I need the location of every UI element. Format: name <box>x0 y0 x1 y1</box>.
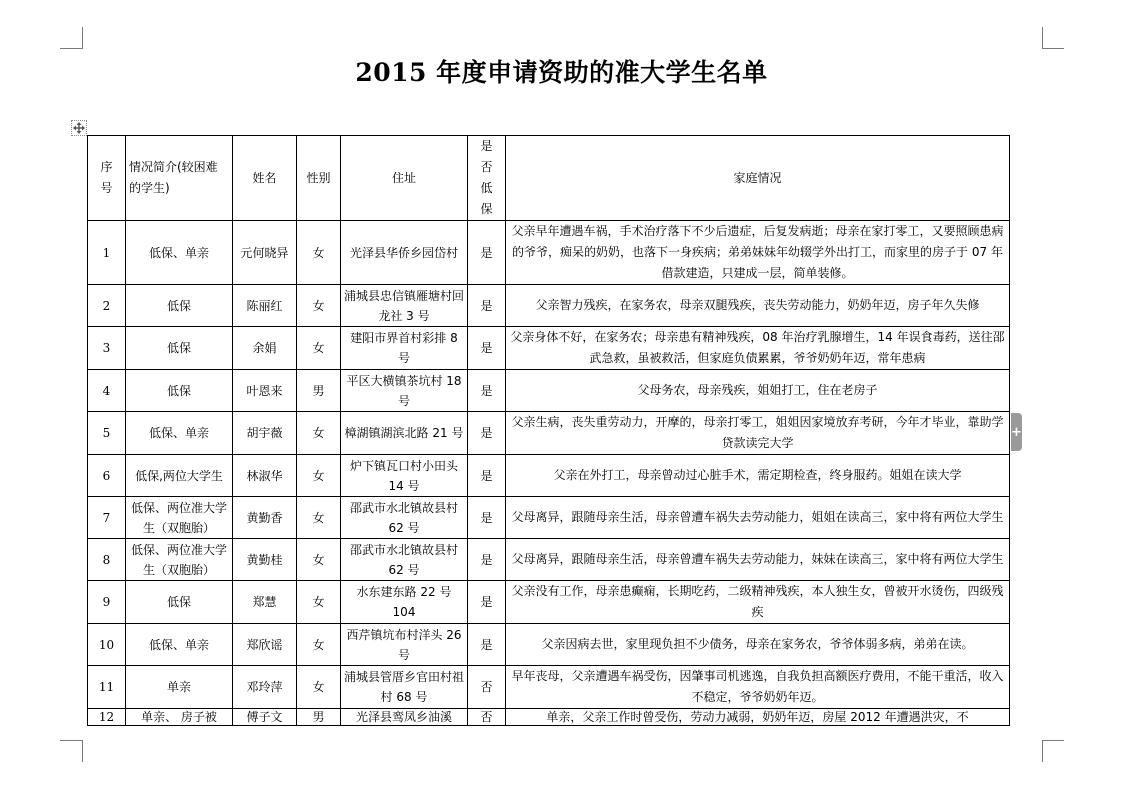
row-family: 父亲因病去世，家里现负担不少债务，母亲在家务农，爷爷体弱多病，弟弟在读。 <box>506 624 1010 666</box>
row-address: 炉下镇瓦口村小田头 14 号 <box>341 455 468 497</box>
row-index: 10 <box>88 624 126 666</box>
row-situation: 单亲 <box>126 666 233 709</box>
row-gender: 女 <box>297 666 341 709</box>
row-family: 父亲没有工作，母亲患癫痫，长期吃药，二级精神残疾，本人独生女，曾被开水烫伤，四级残疾 <box>506 581 1010 624</box>
row-low-income: 是 <box>468 624 506 666</box>
row-situation: 低保、单亲 <box>126 221 233 285</box>
row-gender: 女 <box>297 221 341 285</box>
row-situation: 低保、两位准大学生（双胞胎） <box>126 539 233 581</box>
row-family: 父亲智力残疾，在家务农，母亲双腿残疾，丧失劳动能力，奶奶年迈，房子年久失修 <box>506 285 1010 327</box>
row-low-income: 是 <box>468 221 506 285</box>
crop-mark <box>1042 740 1064 741</box>
row-address: 浦城县忠信镇雁塘村回龙社 3 号 <box>341 285 468 327</box>
header-index: 序号 <box>88 136 126 221</box>
row-gender: 女 <box>297 539 341 581</box>
row-family: 父亲身体不好，在家务农；母亲患有精神残疾，08 年治疗乳腺增生，14 年误食毒药，送往邵武急救，虽被救活，但家庭负债累累，爷爷奶奶年迈，常年患病 <box>506 327 1010 370</box>
table-header-row <box>88 136 1010 221</box>
plus-icon[interactable]: + <box>1011 413 1022 451</box>
row-situation: 低保、两位准大学生（双胞胎） <box>126 497 233 539</box>
row-situation: 低保 <box>126 327 233 370</box>
row-name: 邓玲萍 <box>233 666 297 709</box>
crop-mark <box>1042 27 1043 49</box>
row-situation: 低保、单亲 <box>126 624 233 666</box>
crop-mark <box>82 27 83 49</box>
row-situation: 低保 <box>126 285 233 327</box>
four-arrow-move-icon[interactable] <box>71 120 87 136</box>
row-family: 单亲，父亲工作时曾受伤，劳动力减弱，奶奶年迈，房屋 2012 年遭遇洪灾，不 <box>506 709 1010 726</box>
row-index: 4 <box>88 370 126 412</box>
table-row <box>88 624 1010 666</box>
row-address: 樟湖镇湖滨北路 21 号 <box>341 412 468 455</box>
row-gender: 男 <box>297 370 341 412</box>
crop-mark <box>60 740 82 741</box>
row-family: 父亲生病，丧失重劳动力，开摩的，母亲打零工，姐姐因家境放弃考研，今年才毕业，靠助学贷款读完大学 <box>506 412 1010 455</box>
header-name: 姓名 <box>233 136 297 221</box>
row-family: 早年丧母，父亲遭遇车祸受伤，因肇事司机逃逸，自我负担高额医疗费用，不能干重活，收入不稳定，爷爷奶奶年迈。 <box>506 666 1010 709</box>
row-gender: 女 <box>297 497 341 539</box>
row-address: 浦城县管厝乡官田村祖村 68 号 <box>341 666 468 709</box>
row-low-income: 是 <box>468 581 506 624</box>
row-situation: 低保 <box>126 370 233 412</box>
row-name: 傅子文 <box>233 709 297 726</box>
table-row <box>88 412 1010 455</box>
crop-mark <box>82 740 83 762</box>
row-address: 建阳市界首村彩排 8 号 <box>341 327 468 370</box>
row-index: 3 <box>88 327 126 370</box>
header-situation: 情况简介(较困难的学生) <box>126 136 233 221</box>
row-gender: 女 <box>297 455 341 497</box>
row-family: 父亲在外打工，母亲曾动过心脏手术，需定期检查，终身服药。姐姐在读大学 <box>506 455 1010 497</box>
table-row <box>88 581 1010 624</box>
table-row <box>88 497 1010 539</box>
row-situation: 低保 <box>126 581 233 624</box>
table-row <box>88 285 1010 327</box>
row-index: 8 <box>88 539 126 581</box>
table-row <box>88 327 1010 370</box>
row-index: 2 <box>88 285 126 327</box>
row-situation: 低保、单亲 <box>126 412 233 455</box>
row-address: 邵武市水北镇故县村 62 号 <box>341 497 468 539</box>
row-low-income: 是 <box>468 455 506 497</box>
row-gender: 女 <box>297 412 341 455</box>
row-name: 叶恩来 <box>233 370 297 412</box>
row-low-income: 否 <box>468 709 506 726</box>
row-name: 黄勤桂 <box>233 539 297 581</box>
row-index: 6 <box>88 455 126 497</box>
row-family: 父亲早年遭遇车祸，手术治疗落下不少后遗症，后复发病逝；母亲在家打零工，又要照顾患病的爷爷，痴呆的奶奶，也落下一身疾病；弟弟妹妹年幼辍学外出打工，而家里的房子于 07 年借款建造，只建成一层，简单装修。 <box>506 221 1010 285</box>
document-title: 2015 年度申请资助的准大学生名单 <box>355 58 768 87</box>
row-low-income: 否 <box>468 666 506 709</box>
crop-mark <box>1042 48 1064 49</box>
row-gender: 女 <box>297 581 341 624</box>
row-name: 郑慧 <box>233 581 297 624</box>
row-address: 水东建东路 22 号 104 <box>341 581 468 624</box>
row-index: 1 <box>88 221 126 285</box>
row-low-income: 是 <box>468 285 506 327</box>
row-gender: 女 <box>297 285 341 327</box>
row-low-income: 是 <box>468 327 506 370</box>
row-name: 元何晓异 <box>233 221 297 285</box>
row-gender: 女 <box>297 327 341 370</box>
table-row <box>88 539 1010 581</box>
row-index: 7 <box>88 497 126 539</box>
row-gender: 女 <box>297 624 341 666</box>
row-low-income: 是 <box>468 497 506 539</box>
row-address: 平区大横镇茶坑村 18 号 <box>341 370 468 412</box>
row-gender: 男 <box>297 709 341 726</box>
table-row <box>88 709 1010 726</box>
student-list-table <box>87 135 1010 726</box>
table-row <box>88 666 1010 709</box>
table-row <box>88 221 1010 285</box>
row-name: 郑欣谣 <box>233 624 297 666</box>
row-situation: 单亲、 房子被 <box>126 709 233 726</box>
row-address: 西芹镇坑布村洋头 26 号 <box>341 624 468 666</box>
crop-mark <box>1042 740 1043 762</box>
row-address: 光泽县华侨乡园岱村 <box>341 221 468 285</box>
row-name: 陈丽红 <box>233 285 297 327</box>
row-situation: 低保,两位大学生 <box>126 455 233 497</box>
row-family: 父母离异，跟随母亲生活，母亲曾遭车祸失去劳动能力，姐姐在读高三，家中将有两位大学生 <box>506 497 1010 539</box>
row-name: 林淑华 <box>233 455 297 497</box>
row-low-income: 是 <box>468 539 506 581</box>
row-index: 5 <box>88 412 126 455</box>
header-low-income: 是否低保 <box>468 136 506 221</box>
table-row <box>88 455 1010 497</box>
header-address: 住址 <box>341 136 468 221</box>
header-family: 家庭情况 <box>506 136 1010 221</box>
row-address: 光泽县鸾凤乡油溪 <box>341 709 468 726</box>
row-name: 黄勤香 <box>233 497 297 539</box>
row-address: 邵武市水北镇故县村 62 号 <box>341 539 468 581</box>
row-low-income: 是 <box>468 412 506 455</box>
row-index: 12 <box>88 709 126 726</box>
row-low-income: 是 <box>468 370 506 412</box>
table-row <box>88 370 1010 412</box>
header-gender: 性别 <box>297 136 341 221</box>
row-index: 11 <box>88 666 126 709</box>
row-name: 余娟 <box>233 327 297 370</box>
row-name: 胡宇薇 <box>233 412 297 455</box>
row-index: 9 <box>88 581 126 624</box>
table-body <box>88 136 1010 726</box>
row-family: 父母离异，跟随母亲生活，母亲曾遭车祸失去劳动能力，妹妹在读高三，家中将有两位大学生 <box>506 539 1010 581</box>
row-family: 父母务农，母亲残疾，姐姐打工，住在老房子 <box>506 370 1010 412</box>
crop-mark <box>60 48 82 49</box>
